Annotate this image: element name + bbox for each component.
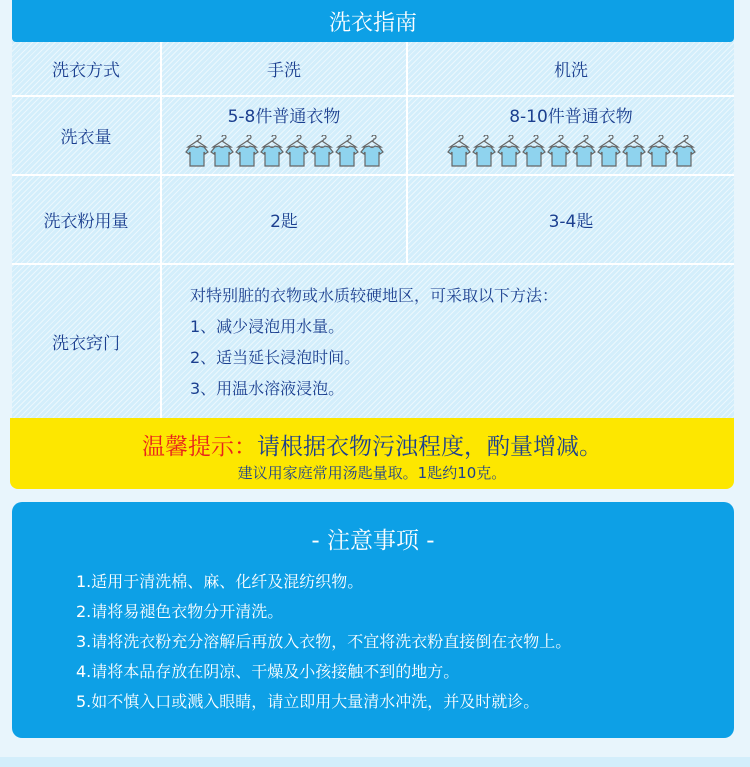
method-row <box>12 42 734 97</box>
tip-line: 1、减少浸泡用水量。 <box>190 316 345 336</box>
amount-hand <box>162 97 408 174</box>
machine-shirt-row <box>447 135 696 169</box>
method-hand: 手洗 <box>162 42 408 95</box>
hand-shirt-row <box>185 135 384 169</box>
tips-content <box>162 265 734 418</box>
shirt-on-hanger-icon <box>260 135 284 169</box>
washing-guide-table <box>12 0 734 418</box>
warm-tip-text: 请根据衣物污浊程度，酌量增减。 <box>257 434 602 460</box>
amount-machine-text: 8-10件普通衣物 <box>509 107 633 127</box>
shirt-on-hanger-icon <box>335 135 359 169</box>
method-label: 洗衣方式 <box>12 42 162 95</box>
attention-title: - 注意事项 - <box>311 528 435 554</box>
attention-item: 1.适用于清洗棉、麻、化纤及混纺织物。 <box>76 572 364 591</box>
shirt-on-hanger-icon <box>672 135 696 169</box>
shirt-on-hanger-icon <box>235 135 259 169</box>
shirt-on-hanger-icon <box>447 135 471 169</box>
tips-label: 洗衣窍门 <box>12 265 162 418</box>
shirt-on-hanger-icon <box>522 135 546 169</box>
tip-line: 2、适当延长浸泡时间。 <box>190 347 361 367</box>
bottom-strip <box>0 757 750 767</box>
warm-tip-label: 温馨提示： <box>142 434 257 460</box>
warm-tip-banner <box>10 418 734 489</box>
amount-machine <box>408 97 734 174</box>
amount-hand-text: 5-8件普通衣物 <box>227 107 341 127</box>
warm-tip-sub: 建议用家庭常用汤匙量取。1匙约10克。 <box>237 464 507 482</box>
shirt-on-hanger-icon <box>547 135 571 169</box>
guide-title: 洗衣指南 <box>12 0 734 42</box>
shirt-on-hanger-icon <box>310 135 334 169</box>
shirt-on-hanger-icon <box>572 135 596 169</box>
shirt-on-hanger-icon <box>472 135 496 169</box>
attention-item: 2.请将易褪色衣物分开清洗。 <box>76 602 284 621</box>
tip-line: 对特别脏的衣物或水质较硬地区，可采取以下方法： <box>190 285 559 305</box>
powder-machine: 3-4匙 <box>548 212 594 232</box>
shirt-on-hanger-icon <box>622 135 646 169</box>
shirt-on-hanger-icon <box>497 135 521 169</box>
shirt-on-hanger-icon <box>185 135 209 169</box>
shirt-on-hanger-icon <box>597 135 621 169</box>
shirt-on-hanger-icon <box>285 135 309 169</box>
attention-item: 5.如不慎入口或溅入眼睛，请立即用大量清水冲洗，并及时就诊。 <box>76 692 540 711</box>
amount-row <box>12 97 734 176</box>
powder-row <box>12 176 734 265</box>
powder-hand: 2匙 <box>162 176 408 263</box>
method-machine: 机洗 <box>554 61 588 81</box>
warm-tip-main <box>10 428 734 461</box>
shirt-on-hanger-icon <box>360 135 384 169</box>
amount-label: 洗衣量 <box>12 97 162 174</box>
shirt-on-hanger-icon <box>210 135 234 169</box>
shirt-on-hanger-icon <box>647 135 671 169</box>
attention-panel <box>12 502 734 738</box>
tips-row <box>12 265 734 418</box>
attention-list <box>12 567 734 717</box>
attention-item: 3.请将洗衣粉充分溶解后再放入衣物，不宜将洗衣粉直接倒在衣物上。 <box>76 632 572 651</box>
powder-label: 洗衣粉用量 <box>12 176 162 263</box>
tip-line: 3、用温水溶液浸泡。 <box>190 378 345 398</box>
attention-item: 4.请将本品存放在阴凉、干燥及小孩接触不到的地方。 <box>76 662 460 681</box>
